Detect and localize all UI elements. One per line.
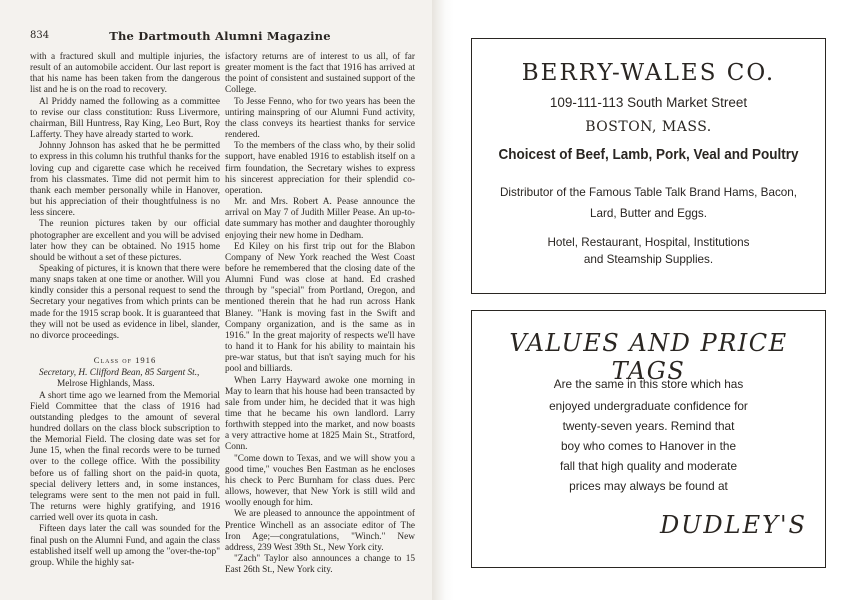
paragraph: To the members of the class who, by their solid support, have enabled 1916 to establish itself on a firm foundation, the Secretary wishes to express his sincerest appreciation for their splendid co-operation. — [225, 141, 415, 196]
paragraph: When Larry Hayward awoke one morning in May to learn that his house had been transacted by sale from under him, he decided that it was high time that he became his own landlord. Larry forthwith stepped into the market, and now boasts a very attractive home at 1825 Main St., Stratford, Conn. — [225, 375, 415, 453]
supplies-line: and Steamship Supplies. — [583, 253, 714, 266]
paragraph: Fifteen days later the call was sounded for the final push on the Alumni Fund, and again the class established itself well up among the "over-the-top" group. While the highly sat- — [30, 524, 220, 568]
page-number: 834 — [30, 30, 50, 41]
company-name: BERRY-WALES CO. — [521, 60, 776, 86]
distributor-line: Lard, Butter and Eggs. — [590, 207, 707, 220]
page-header — [30, 30, 410, 44]
ad-headline: VALUES AND PRICE TAGS — [509, 329, 788, 385]
paragraph: Johnny Johnson has asked that he be permitted to express in this column his truthful thanks for the loving cup and cigarette case which he received from his classmates. Time did not permit him to thank each member personally while in Hanover, but his appreciation of their thoughtfulness is no less sincere. — [30, 141, 220, 219]
paragraph: A short time ago we learned from the Memorial Field Committee that the class of 1916 had outstanding pledges to the amount of several hundred dollars on the class block subscription to the Memorial Field. The closing date was set for June 15, when the final records were to be turned over to the college office. With the possibility before us of falling short on the paid-in quota, special delivery letters and, in some instances, telegrams were sent to the men not paid in full. The returns were highly gratifying, and 1916 carried well over its quota in cash. — [30, 390, 220, 524]
ad-body-line: Are the same in this store which has — [553, 377, 744, 391]
street-address: 109-111-113 South Market Street — [549, 95, 748, 110]
supplies-line: Hotel, Restaurant, Hospital, Institutions — [547, 236, 750, 249]
ad-body-line: enjoyed undergraduate confidence for — [549, 399, 748, 413]
ad-body-line: prices may always be found at — [569, 479, 728, 493]
paragraph: We are pleased to announce the appointment of Prentice Winchell as an associate editor of The Iron Age;—congratulations, "Winch." New address, 239 West 39th St., New York city. — [225, 509, 415, 553]
secretary-line: Secretary, H. Clifford Bean, 85 Sargent St., — [39, 368, 200, 379]
advertisement-dudleys — [471, 310, 826, 568]
product-headline: Choicest of Beef, Lamb, Pork, Veal and Poultry — [498, 146, 799, 163]
store-signature: DUDLEY'S — [659, 511, 807, 539]
paragraph: "Come down to Texas, and we will show you a good time," vouches Ben Eastman as he encloses his check to Perc Burnham for class dues. Perc allows, however, that New York is still wild and woolly enough for him. — [225, 453, 415, 509]
paragraph: Ed Kiley on his first trip out for the Blabon Company of New York reached the West Coast before he remembered that the closing date of the Alumni Fund was close at hand. Ed crashed through by "special" from Portland, Oregon, and mentioned therein that he had run across Hank Blaney. "Hank is moving fast in the Swift and Company organization, and is the same as in 1916." In the great majority of respects we'll have to hand it to Hank for his ability to maintain his pre-war status, but that isn't saying much for his pool and billiards. — [225, 241, 415, 375]
ad-body-line: fall that high quality and moderate — [559, 459, 738, 473]
secretary-address: Melrose Highlands, Mass. — [57, 379, 155, 390]
ad-body-line: twenty-seven years. Remind that — [562, 419, 735, 433]
magazine-title: The Dartmouth Alumni Magazine — [109, 29, 331, 43]
paragraph: isfactory returns are of interest to us all, of far greater moment is the fact that 1916 has arrived at the point of consistent and sustained support of the College. — [225, 52, 415, 96]
ad-body-line: boy who comes to Hanover in the — [560, 439, 737, 453]
text-column-right — [225, 52, 415, 576]
paragraph: "Zach" Taylor also announces a change to 15 East 26th St., New York city. — [225, 554, 415, 576]
paragraph: The reunion pictures taken by our official photographer are excellent and you will be advised later how they can be obtained. No 1915 home should be without a set of these pictures. — [30, 219, 220, 263]
paragraph: with a fractured skull and multiple injuries, the result of an automobile accident. Our last report is that his name has been taken from the dangerous list and he is on the road to recovery. — [30, 52, 220, 96]
distributor-line: Distributor of the Famous Table Talk Brand Hams, Bacon, — [499, 186, 798, 199]
paragraph: Al Priddy named the following as a committee to revise our class constitution: Russ Livermore, chairman, Bill Huntress, Ray King, Leo Burt, Roy Lafferty. They have already started to work. — [30, 96, 220, 141]
advertisement-berry-wales — [471, 38, 826, 294]
section-heading: Class of 1916 — [93, 355, 157, 366]
paragraph: Mr. and Mrs. Robert A. Pease announce the arrival on May 7 of Judith Miller Pease. An up-to-date summary has mother and daughter thoroughly enjoying their new home in Dedham. — [225, 197, 415, 241]
text-column-left — [30, 52, 220, 569]
page-gutter — [432, 0, 454, 600]
paragraph: To Jesse Fenno, who for two years has been the untiring mainspring of our Alumni Fund activity, the class conveys its heartiest thanks for service rendered. — [225, 96, 415, 141]
city-address: BOSTON, MASS. — [585, 119, 712, 135]
paragraph: Speaking of pictures, it is known that there were many snaps taken at one time or another. Will you kindly consider this a personal request to send the Secretary your negatives from which prints can be made for the 1915 scrap book. It is guaranteed that they will not be used as evidence in libel, slander, no divorce proceedings. — [30, 263, 220, 341]
